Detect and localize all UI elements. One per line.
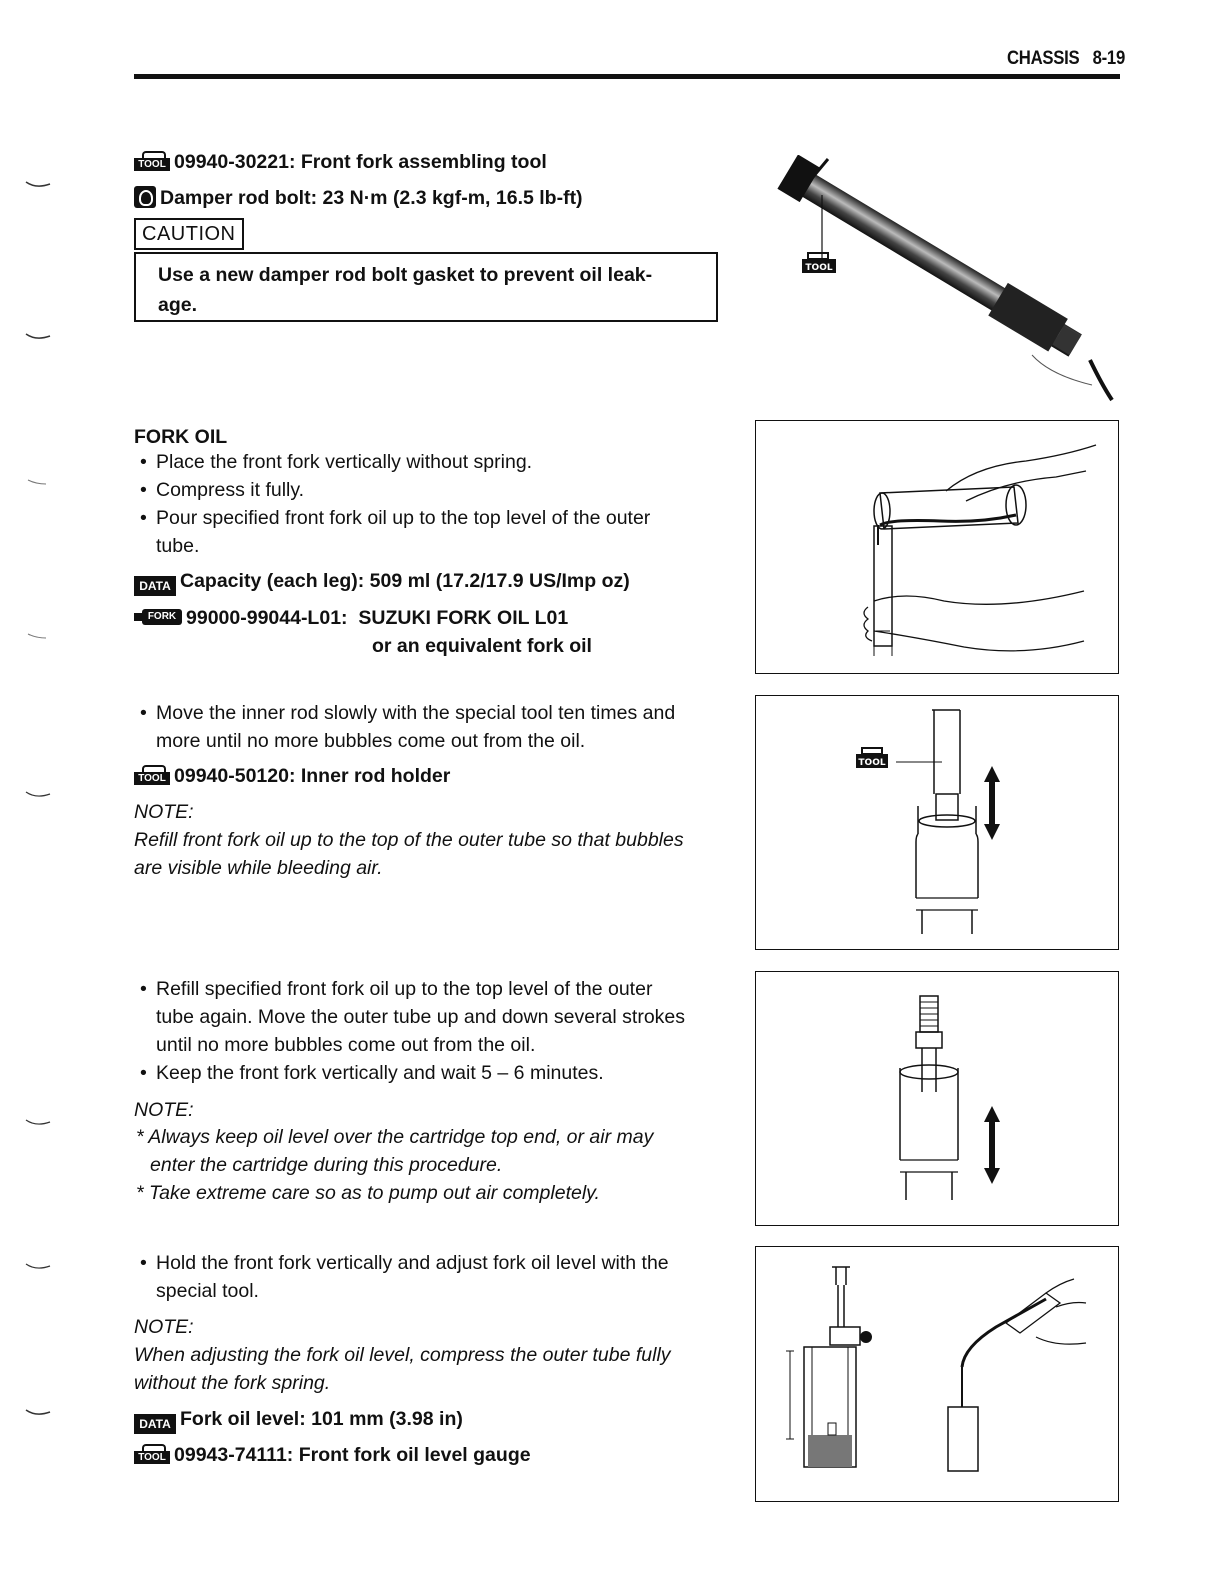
margin-mark [24,478,52,488]
margin-mark [24,180,52,190]
fork-oil-icon: FORK [134,607,182,627]
figure-outer-tube-stroke [755,971,1119,1226]
svg-text:TOOL: TOOL [805,263,833,273]
outer-tube-stroke-illustration [756,972,1118,1225]
note-text: without the fork spring. [134,1372,331,1394]
tool-spec-text: 09943-74111: Front fork oil level gauge [174,1444,531,1466]
note-text: Refill front fork oil up to the top of the outer tube so that bubbles [134,829,684,851]
capacity-spec-text: Capacity (each leg): 509 ml (17.2/17.9 US/Imp oz) [180,570,630,592]
bullet-item: • Hold the front fork vertically and adjust fork oil level with the [156,1249,669,1277]
section-heading: FORK OIL [134,426,228,448]
margin-mark [24,632,52,642]
tool-icon: TOOL [134,765,170,785]
margin-mark [24,1262,52,1272]
bullet-item-cont: tube again. Move the outer tube up and down several strokes [156,1006,686,1028]
note-text: are visible while bleeding air. [134,857,383,879]
figure-inner-rod-holder [755,695,1119,950]
data-icon: DATA [134,1414,176,1434]
page-header [962,48,1125,70]
margin-mark [24,332,52,342]
note-label: NOTE: [134,1316,194,1338]
bullet-item: • Refill specified front fork oil up to the top level of the outer [156,975,652,1003]
tool-icon [802,253,836,273]
inner-rod-holder-illustration [756,696,1118,949]
bullet-item: • Place the front fork vertically without spring. [156,448,532,476]
caution-text-line: age. [158,294,198,316]
pouring-oil-illustration [756,421,1118,673]
oil-part-number: 99000-99044-L01: [186,607,348,629]
caution-label: CAUTION [134,218,244,250]
header-rule [134,74,1120,79]
oil-alternative: or an equivalent fork oil [372,635,592,657]
up-down-arrow-icon [984,766,1000,840]
note-text: When adjusting the fork oil level, compress the outer tube fully [134,1344,671,1366]
note-label: NOTE: [134,1099,194,1121]
margin-mark [24,790,52,800]
fork-oil-spec-line [134,604,568,632]
bullet-item-cont: until no more bubbles come out from the oil. [156,1034,536,1056]
figure-pouring-oil [755,420,1119,674]
tool-spec-line [134,148,547,176]
figure-fork-assembling-tool [770,155,1125,405]
figure-oil-level-gauge [755,1246,1119,1502]
oil-level-gauge-illustration [756,1247,1118,1501]
tool-spec-text: 09940-30221: Front fork assembling tool [174,151,547,173]
capacity-spec-line [134,567,630,596]
note-text: enter the cartridge during this procedure. [150,1154,503,1176]
caution-text-line: Use a new damper rod bolt gasket to prevent oil leak- [158,264,653,286]
torque-spec-line [134,184,583,212]
oil-name: SUZUKI FORK OIL L01 [358,607,569,629]
bullet-item: • Move the inner rod slowly with the special tool ten times and [156,699,675,727]
page-number: 8-19 [1092,48,1125,69]
note-text: * Always keep oil level over the cartridge top end, or air may [136,1126,654,1148]
bullet-item-cont: special tool. [156,1280,259,1302]
up-down-arrow-icon [984,1106,1000,1184]
tool-spec-line [134,762,450,790]
data-icon: DATA [134,576,176,596]
torque-wrench-icon [134,186,156,208]
bullet-item: • Keep the front fork vertically and wait 5 – 6 minutes. [156,1059,604,1087]
note-text: * Take extreme care so as to pump out air completely. [136,1182,600,1204]
note-label: NOTE: [134,801,194,823]
tool-spec-text: 09940-50120: Inner rod holder [174,765,451,787]
tool-icon [856,748,888,768]
torque-spec-text: Damper rod bolt: 23 N·m (2.3 kgf-m, 16.5 lb-ft) [160,187,583,209]
svg-text:TOOL: TOOL [858,758,886,768]
bullet-item: • Pour specified front fork oil up to the top level of the outer [156,504,650,532]
level-spec-text: Fork oil level: 101 mm (3.98 in) [180,1408,463,1430]
caution-box [134,252,718,322]
margin-mark [24,1118,52,1128]
tool-icon: TOOL [134,1444,170,1464]
level-spec-line [134,1405,463,1434]
tool-icon: TOOL [134,151,170,171]
margin-mark [24,1408,52,1418]
tool-spec-line [134,1441,531,1469]
bullet-item-cont: tube. [156,535,200,557]
caution-text [158,260,698,320]
bullet-item: • Compress it fully. [156,476,304,504]
section-title: CHASSIS [1006,48,1080,69]
bullet-item-cont: more until no more bubbles come out from the oil. [156,730,586,752]
